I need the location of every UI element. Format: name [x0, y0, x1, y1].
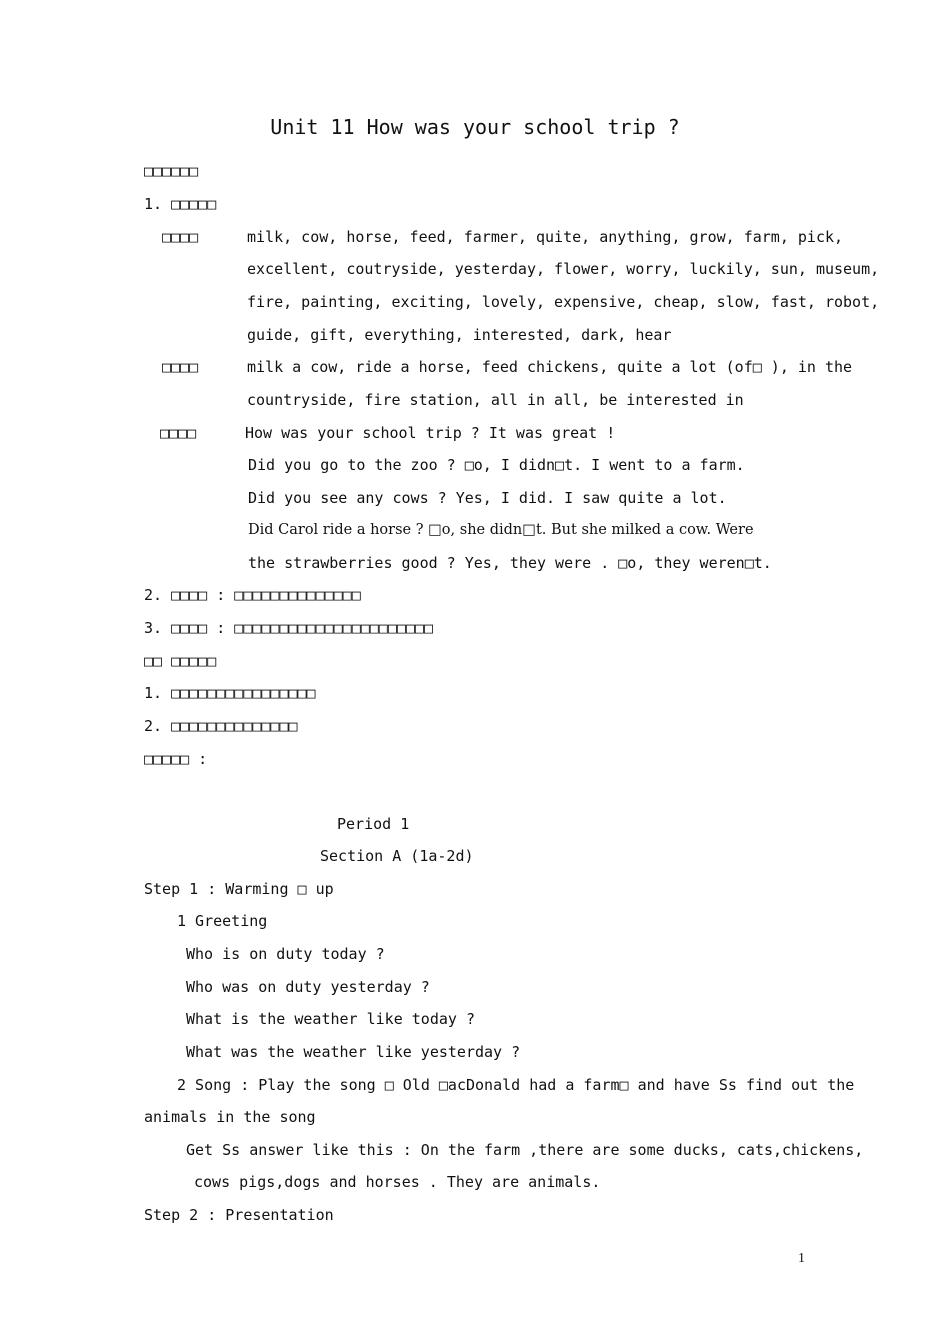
phrase-line: countryside, fire station, all in all, be interested in — [247, 391, 744, 409]
section-heading: Section A (1a-2d) — [320, 847, 474, 865]
sentence-line: Did Carol ride a horse ? □o, she didn□t. But she milked a cow. Were — [248, 522, 754, 538]
key-point-1: 1. □□□□□□□□□□□□□□□□ — [144, 684, 316, 702]
sentence-line: the strawberries good ? Yes, they were . □o, they weren□t. — [248, 554, 772, 572]
greeting-question: Who is on duty today ? — [186, 945, 385, 963]
phrase-label: □□□□ — [162, 358, 199, 376]
vocab-line: milk, cow, horse, feed, farmer, quite, anything, grow, farm, pick, — [247, 228, 844, 246]
item-3: 3. □□□□ : □□□□□□□□□□□□□□□□□□□□□□ — [144, 619, 433, 637]
key-point-2: 2. □□□□□□□□□□□□□□ — [144, 717, 298, 735]
song-line: animals in the song — [144, 1108, 316, 1126]
sentence-line: Did you go to the zoo ? □o, I didn□t. I went to a farm. — [248, 456, 745, 474]
vocab-label: □□□□ — [162, 228, 199, 246]
page-number: 1 — [798, 1251, 805, 1266]
phrase-line: milk a cow, ride a horse, feed chickens, quite a lot (of□ ), in the — [247, 358, 853, 376]
vocab-line: fire, painting, exciting, lovely, expensive, cheap, slow, fast, robot, — [247, 293, 880, 311]
document-title: Unit 11 How was your school trip ? — [270, 115, 680, 139]
step-1-heading: Step 1 : Warming □ up — [144, 880, 334, 898]
sentence-line: Did you see any cows ? Yes, I did. I saw quite a lot. — [248, 489, 727, 507]
answer-line: Get Ss answer like this : On the farm ,there are some ducks, cats,chickens, — [186, 1141, 864, 1159]
greeting-heading: 1 Greeting — [177, 912, 268, 930]
period-heading: Period 1 — [337, 815, 410, 833]
section-heading-goals: □□□□□□ — [144, 162, 199, 180]
sentence-line: How was your school trip ? It was great ! — [245, 424, 616, 442]
vocab-line: guide, gift, everything, interested, dark, hear — [247, 326, 672, 344]
item-1-heading: 1. □□□□□ — [144, 195, 217, 213]
greeting-question: Who was on duty yesterday ? — [186, 978, 430, 996]
item-2: 2. □□□□ : □□□□□□□□□□□□□□ — [144, 586, 361, 604]
section-heading-procedure: □□□□□ : — [144, 750, 208, 768]
step-2-heading: Step 2 : Presentation — [144, 1206, 334, 1224]
answer-line: cows pigs,dogs and horses . They are animals. — [194, 1173, 601, 1191]
song-line: 2 Song : Play the song □ Old □acDonald had a farm□ and have Ss find out the — [177, 1076, 855, 1094]
sentence-label: □□□□ — [160, 424, 197, 442]
greeting-question: What is the weather like today ? — [186, 1010, 475, 1028]
section-heading-key-points: □□ □□□□□ — [144, 652, 217, 670]
vocab-line: excellent, coutryside, yesterday, flower, worry, luckily, sun, museum, — [247, 260, 880, 278]
greeting-question: What was the weather like yesterday ? — [186, 1043, 521, 1061]
